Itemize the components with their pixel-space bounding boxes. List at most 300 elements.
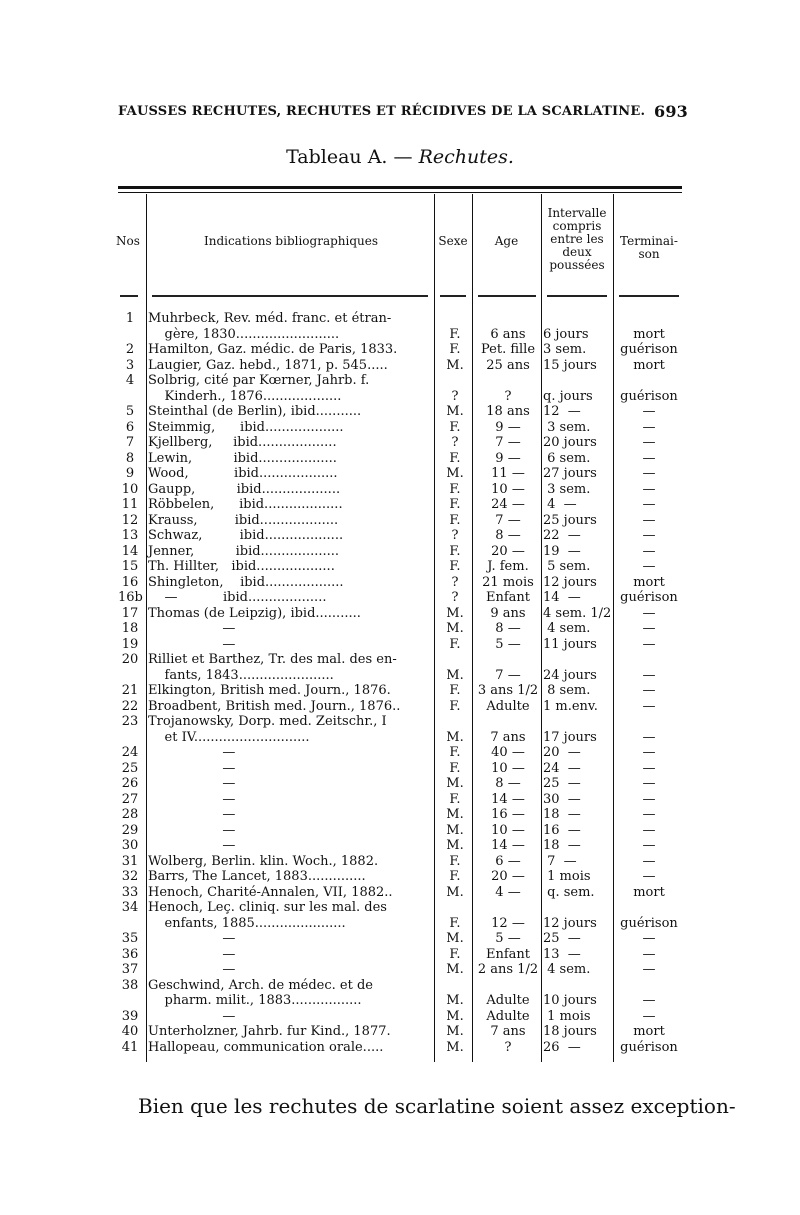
cell-age: Enfant xyxy=(485,590,531,605)
table-body xyxy=(118,311,684,1055)
table-row xyxy=(118,482,684,498)
cell-sex: ? xyxy=(451,590,459,605)
table-row xyxy=(118,745,684,761)
cell-sex: M. xyxy=(446,1008,464,1024)
table-row xyxy=(118,342,684,358)
cell-interval: 24 jours xyxy=(543,667,597,683)
table-row xyxy=(118,931,684,947)
table-row xyxy=(118,575,684,591)
cell-term: guérison xyxy=(620,1039,678,1055)
cell-ref: enfants, 1885...................... xyxy=(148,915,346,931)
cell-ref: Laugier, Gaz. hebd., 1871, p. 545..... xyxy=(148,357,388,373)
cell-ref: Th. Hillter, ibid................... xyxy=(148,559,335,574)
cell-ref: Steimmig, ibid................... xyxy=(148,419,344,435)
cell-ref: — xyxy=(148,636,236,652)
cell-sex: M. xyxy=(446,962,464,977)
header-interval-line: deux xyxy=(562,245,592,259)
cell-age: 2 ans 1/2 xyxy=(477,962,539,977)
table-row xyxy=(118,544,684,560)
cell-sex: M. xyxy=(446,621,464,636)
header-interval-line: entre les xyxy=(550,232,604,246)
cell-no: 16b xyxy=(118,590,143,605)
cell-interval: 3 sem. xyxy=(543,419,591,435)
cell-no: 33 xyxy=(121,884,139,900)
cell-no: 29 xyxy=(121,822,139,838)
header-term-line: Terminai- xyxy=(620,234,678,248)
cell-no: 27 xyxy=(121,791,139,807)
cell-age: 6 — xyxy=(495,853,521,869)
cell-age: 20 — xyxy=(491,869,525,884)
cell-ref: Geschwind, Arch. de médec. et de xyxy=(148,977,373,993)
cell-ref: Lewin, ibid................... xyxy=(148,450,337,466)
cell-no: 36 xyxy=(121,946,139,962)
cell-sex: F. xyxy=(449,946,461,962)
cell-interval: 26 — xyxy=(543,1039,581,1055)
cell-sex: F. xyxy=(449,853,461,869)
cell-interval: 4 — xyxy=(543,497,577,512)
cell-sex: F. xyxy=(449,342,461,357)
cell-interval: 1 m.env. xyxy=(543,698,598,714)
cell-ref: Hallopeau, communication orale..... xyxy=(148,1039,384,1055)
cell-ref: Unterholzner, Jahrb. fur Kind., 1877. xyxy=(148,1024,391,1039)
cell-sex: M. xyxy=(446,466,464,481)
cell-term: — xyxy=(642,869,656,884)
table-row xyxy=(118,714,684,730)
cell-term: — xyxy=(642,853,656,869)
cell-sex: F. xyxy=(449,450,461,466)
cell-no: 8 xyxy=(125,450,135,466)
cell-term: mort xyxy=(633,357,665,373)
cell-ref: Kinderh., 1876................... xyxy=(148,388,342,404)
cell-sex: F. xyxy=(449,559,461,574)
cell-age: Pet. fille xyxy=(480,342,536,357)
cell-term: — xyxy=(642,807,656,822)
cell-sex: M. xyxy=(446,884,464,900)
cell-term: — xyxy=(642,605,656,621)
cell-no: 19 xyxy=(121,636,139,652)
cell-ref: — xyxy=(148,822,236,838)
cell-interval: 17 jours xyxy=(543,729,597,745)
cell-term: — xyxy=(642,931,656,946)
page-number: 693 xyxy=(654,102,688,121)
cell-no: 21 xyxy=(121,683,139,698)
cell-sex: F. xyxy=(449,745,461,760)
cell-ref: — xyxy=(148,962,236,977)
cell-no: 35 xyxy=(121,931,139,946)
cell-term: — xyxy=(642,435,656,450)
cell-ref: Hamilton, Gaz. médic. de Paris, 1833. xyxy=(148,342,398,357)
table-row xyxy=(118,854,684,870)
cell-age: ? xyxy=(504,1039,512,1055)
cell-interval: 18 jours xyxy=(543,1024,597,1039)
header-sex: Sexe xyxy=(438,234,468,248)
cell-age: 7 — xyxy=(495,435,521,450)
cell-sex: F. xyxy=(449,636,461,652)
cell-ref: Henoch, Charité-Annalen, VII, 1882.. xyxy=(148,884,393,900)
cell-term: — xyxy=(642,636,656,652)
cell-term: guérison xyxy=(620,590,678,605)
cell-term: — xyxy=(642,822,656,838)
table-row xyxy=(118,978,684,994)
footer-text: Bien que les rechutes de scarlatine soient assez exception- xyxy=(138,1094,736,1118)
cell-no: 30 xyxy=(121,838,139,853)
cell-ref: Wood, ibid................... xyxy=(148,466,338,481)
cell-term: — xyxy=(642,946,656,962)
cell-age: 10 — xyxy=(491,760,525,776)
cell-ref: — xyxy=(148,838,236,853)
cell-ref: Muhrbeck, Rev. méd. franc. et étran- xyxy=(148,311,392,326)
cell-age: 7 ans xyxy=(490,729,526,745)
cell-interval: 25 — xyxy=(543,776,581,791)
cell-term: — xyxy=(642,404,656,419)
cell-ref: fants, 1843....................... xyxy=(148,667,334,683)
cell-age: 16 — xyxy=(491,807,525,822)
cell-interval: 12 jours xyxy=(543,915,597,931)
cell-ref: — xyxy=(148,776,236,791)
cell-term: — xyxy=(642,838,656,853)
cell-no: 22 xyxy=(121,698,139,714)
table-row xyxy=(118,451,684,467)
table-row xyxy=(118,776,684,792)
cell-no: 34 xyxy=(121,900,139,915)
cell-no: 23 xyxy=(121,714,139,729)
table-row xyxy=(118,885,684,901)
table-title-italic: Rechutes. xyxy=(418,146,514,168)
cell-ref: — xyxy=(148,621,236,636)
cell-age: 20 — xyxy=(491,543,525,559)
cell-no: 10 xyxy=(121,481,139,497)
cell-ref: gère, 1830......................... xyxy=(148,326,340,342)
cell-interval: 12 — xyxy=(543,404,581,419)
cell-age: 5 — xyxy=(495,636,521,652)
table-row xyxy=(118,311,684,327)
cell-interval: 18 — xyxy=(543,838,581,853)
table-row xyxy=(118,652,684,668)
cell-no: 1 xyxy=(125,311,135,326)
header-no: Nos xyxy=(116,234,140,248)
cell-term: guérison xyxy=(620,388,678,404)
cell-interval: 18 — xyxy=(543,807,581,822)
cell-sex: F. xyxy=(449,326,461,342)
cell-interval: 16 — xyxy=(543,822,581,838)
cell-age: 8 — xyxy=(495,528,521,543)
table-row xyxy=(118,900,684,916)
cell-age: Adulte xyxy=(486,698,530,714)
header-separator xyxy=(152,295,428,297)
cell-interval: 20 jours xyxy=(543,435,597,450)
cell-term: mort xyxy=(633,326,665,342)
cell-sex: M. xyxy=(446,667,464,683)
cell-term: — xyxy=(642,481,656,497)
cell-sex: ? xyxy=(451,574,459,590)
cell-interval: 13 — xyxy=(543,946,581,962)
cell-no: 37 xyxy=(121,962,139,977)
cell-age: 8 — xyxy=(495,621,521,636)
table-row xyxy=(118,559,684,575)
table-row xyxy=(118,373,684,389)
cell-sex: M. xyxy=(446,822,464,838)
cell-term: — xyxy=(642,962,656,977)
header-separator xyxy=(120,295,138,297)
cell-interval: 4 sem. xyxy=(543,962,591,977)
cell-interval: 11 jours xyxy=(543,636,597,652)
table-row xyxy=(118,420,684,436)
cell-age: 9 — xyxy=(495,419,521,435)
cell-sex: F. xyxy=(449,760,461,776)
cell-no: 25 xyxy=(121,760,139,776)
cell-no: 16 xyxy=(121,574,139,590)
table-row xyxy=(118,683,684,699)
cell-term: — xyxy=(642,791,656,807)
cell-age: 7 ans xyxy=(490,1024,526,1039)
cell-ref: Henoch, Leç. cliniq. sur les mal. des xyxy=(148,900,387,915)
table-row xyxy=(118,1024,684,1040)
cell-term: — xyxy=(642,621,656,636)
table-row xyxy=(118,916,684,932)
cell-age: Adulte xyxy=(486,993,530,1008)
cell-ref: — xyxy=(148,807,236,822)
table-row xyxy=(118,730,684,746)
cell-ref: Broadbent, British med. Journ., 1876.. xyxy=(148,698,401,714)
cell-interval: 3 sem. xyxy=(543,481,591,497)
table-row xyxy=(118,699,684,715)
table-row xyxy=(118,513,684,529)
cell-no: 38 xyxy=(121,977,139,993)
cell-interval: 6 sem. xyxy=(543,450,591,466)
cell-term: — xyxy=(642,419,656,435)
cell-term: — xyxy=(642,745,656,760)
header-age: Age xyxy=(494,234,519,248)
cell-sex: F. xyxy=(449,869,461,884)
table-row xyxy=(118,962,684,978)
table-row xyxy=(118,389,684,405)
cell-interval: 27 jours xyxy=(543,466,597,481)
cell-sex: F. xyxy=(449,419,461,435)
cell-ref: Wolberg, Berlin. klin. Woch., 1882. xyxy=(148,853,379,869)
top-rule-thick xyxy=(118,186,682,189)
table-row xyxy=(118,621,684,637)
cell-age: 10 — xyxy=(491,822,525,838)
cell-no: 20 xyxy=(121,652,139,667)
cell-age: 4 — xyxy=(495,884,521,900)
header-interval-line: compris xyxy=(552,219,602,233)
cell-age: 7 — xyxy=(495,512,521,528)
cell-term: guérison xyxy=(620,915,678,931)
cell-sex: F. xyxy=(449,915,461,931)
cell-ref: Röbbelen, ibid................... xyxy=(148,497,343,512)
cell-term: mort xyxy=(633,574,665,590)
cell-ref: — ibid................... xyxy=(148,590,327,605)
cell-interval: 19 — xyxy=(543,543,581,559)
cell-sex: M. xyxy=(446,404,464,419)
table-row xyxy=(118,761,684,777)
cell-term: — xyxy=(642,1008,656,1024)
table-row xyxy=(118,792,684,808)
running-head-text: FAUSSES RECHUTES, RECHUTES ET RÉCIDIVES DE LA SCARLATINE. xyxy=(118,104,646,119)
cell-ref: — xyxy=(148,946,236,962)
cell-interval: 6 jours xyxy=(543,326,589,342)
table-row xyxy=(118,606,684,622)
cell-interval: 4 sem. 1/2 xyxy=(543,605,612,621)
cell-ref: Kjellberg, ibid................... xyxy=(148,435,337,450)
cell-interval: 25 — xyxy=(543,931,581,946)
cell-term: — xyxy=(642,776,656,791)
cell-sex: F. xyxy=(449,481,461,497)
cell-age: J. fem. xyxy=(487,559,529,574)
cell-ref: Jenner, ibid................... xyxy=(148,543,340,559)
cell-interval: 25 jours xyxy=(543,512,597,528)
cell-term: — xyxy=(642,528,656,543)
cell-age: 25 ans xyxy=(486,357,530,373)
header-separator xyxy=(440,295,466,297)
cell-ref: Schwaz, ibid................... xyxy=(148,528,344,543)
cell-ref: Thomas (de Leipzig), ibid........... xyxy=(148,605,361,621)
cell-age: 24 — xyxy=(491,497,525,512)
cell-interval: 1 mois xyxy=(543,1008,591,1024)
cell-ref: Barrs, The Lancet, 1883.............. xyxy=(148,869,366,884)
cell-age: 11 — xyxy=(491,466,525,481)
header-term xyxy=(613,235,685,261)
cell-age: 14 — xyxy=(491,838,525,853)
cell-interval: 8 sem. xyxy=(543,683,591,698)
cell-term: — xyxy=(642,466,656,481)
table-row xyxy=(118,823,684,839)
cell-term: guérison xyxy=(620,342,678,357)
cell-interval: 24 — xyxy=(543,760,581,776)
cell-no: 7 xyxy=(125,435,135,450)
cell-term: — xyxy=(642,993,656,1008)
cell-no: 5 xyxy=(125,404,135,419)
cell-sex: F. xyxy=(449,683,461,698)
cell-no: 11 xyxy=(121,497,139,512)
cell-interval: 4 sem. xyxy=(543,621,591,636)
cell-ref: — xyxy=(148,1008,236,1024)
cell-no: 2 xyxy=(125,342,135,357)
cell-sex: M. xyxy=(446,776,464,791)
cell-no: 18 xyxy=(121,621,139,636)
cell-interval: 30 — xyxy=(543,791,581,807)
cell-age: 10 — xyxy=(491,481,525,497)
cell-term: — xyxy=(642,683,656,698)
cell-interval: 1 mois xyxy=(543,869,591,884)
header-term-line: son xyxy=(638,247,660,261)
cell-sex: M. xyxy=(446,993,464,1008)
header-interval-line: Intervalle xyxy=(547,206,607,220)
table-row xyxy=(118,466,684,482)
cell-age: 9 ans xyxy=(490,605,526,621)
cell-no: 17 xyxy=(121,605,139,621)
cell-interval: 12 jours xyxy=(543,574,597,590)
table-row xyxy=(118,807,684,823)
cell-age: 14 — xyxy=(491,791,525,807)
cell-age: 40 — xyxy=(491,745,525,760)
header-separator xyxy=(478,295,536,297)
cell-ref: — xyxy=(148,760,236,776)
cell-age: Adulte xyxy=(486,1008,530,1024)
cell-ref: Gaupp, ibid................... xyxy=(148,481,341,497)
table-row xyxy=(118,869,684,885)
cell-age: 12 — xyxy=(491,915,525,931)
cell-sex: M. xyxy=(446,357,464,373)
table-row xyxy=(118,404,684,420)
table-row xyxy=(118,838,684,854)
table-row xyxy=(118,358,684,374)
cell-term: — xyxy=(642,667,656,683)
cell-no: 13 xyxy=(121,528,139,543)
cell-sex: ? xyxy=(451,388,459,404)
cell-term: — xyxy=(642,497,656,512)
cell-sex: M. xyxy=(446,605,464,621)
table-row xyxy=(118,1009,684,1025)
cell-age: 7 — xyxy=(495,667,521,683)
cell-ref: Rilliet et Barthez, Tr. des mal. des en- xyxy=(148,652,397,667)
cell-sex: F. xyxy=(449,512,461,528)
cell-term: mort xyxy=(633,1024,665,1039)
cell-sex: F. xyxy=(449,543,461,559)
cell-ref: — xyxy=(148,931,236,946)
cell-ref: Solbrig, cité par Kœrner, Jahrb. f. xyxy=(148,373,370,388)
cell-no: 39 xyxy=(121,1008,139,1024)
cell-term: — xyxy=(642,760,656,776)
cell-no: 12 xyxy=(121,512,139,528)
header-separator xyxy=(547,295,607,297)
table-row xyxy=(118,590,684,606)
cell-term: — xyxy=(642,729,656,745)
table-row xyxy=(118,327,684,343)
cell-term: — xyxy=(642,512,656,528)
cell-term: — xyxy=(642,543,656,559)
cell-interval: 14 — xyxy=(543,590,581,605)
cell-no: 24 xyxy=(121,745,139,760)
cell-ref: pharm. milit., 1883................. xyxy=(148,993,362,1008)
cell-age: 21 mois xyxy=(482,574,534,590)
cell-sex: F. xyxy=(449,791,461,807)
cell-age: 3 ans 1/2 xyxy=(477,683,539,698)
cell-sex: ? xyxy=(451,528,459,543)
table-row xyxy=(118,947,684,963)
top-rule-thin xyxy=(118,192,682,193)
cell-interval: 5 sem. xyxy=(543,559,591,574)
cell-term: — xyxy=(642,559,656,574)
header-interval-line: poussées xyxy=(549,258,605,272)
cell-interval: 10 jours xyxy=(543,993,597,1008)
cell-ref: — xyxy=(148,745,236,760)
cell-no: 28 xyxy=(121,807,139,822)
cell-no: 6 xyxy=(125,419,135,435)
cell-no: 41 xyxy=(121,1039,139,1055)
cell-no: 32 xyxy=(121,869,139,884)
table-row xyxy=(118,497,684,513)
header-separator xyxy=(619,295,679,297)
cell-age: Enfant xyxy=(485,946,531,962)
cell-no: 4 xyxy=(125,373,135,388)
cell-sex: M. xyxy=(446,729,464,745)
table-row xyxy=(118,1040,684,1056)
cell-sex: ? xyxy=(451,435,459,450)
table-title xyxy=(0,146,800,168)
cell-age: 9 — xyxy=(495,450,521,466)
cell-sex: M. xyxy=(446,807,464,822)
cell-sex: M. xyxy=(446,1024,464,1039)
cell-interval: 3 sem. xyxy=(543,342,587,357)
cell-no: 3 xyxy=(125,357,135,373)
cell-interval: q. sem. xyxy=(543,884,595,900)
cell-ref: et IV............................ xyxy=(148,729,310,745)
table-row xyxy=(118,435,684,451)
cell-no: 15 xyxy=(121,559,139,574)
cell-no: 9 xyxy=(125,466,135,481)
cell-interval: 15 jours xyxy=(543,357,597,373)
